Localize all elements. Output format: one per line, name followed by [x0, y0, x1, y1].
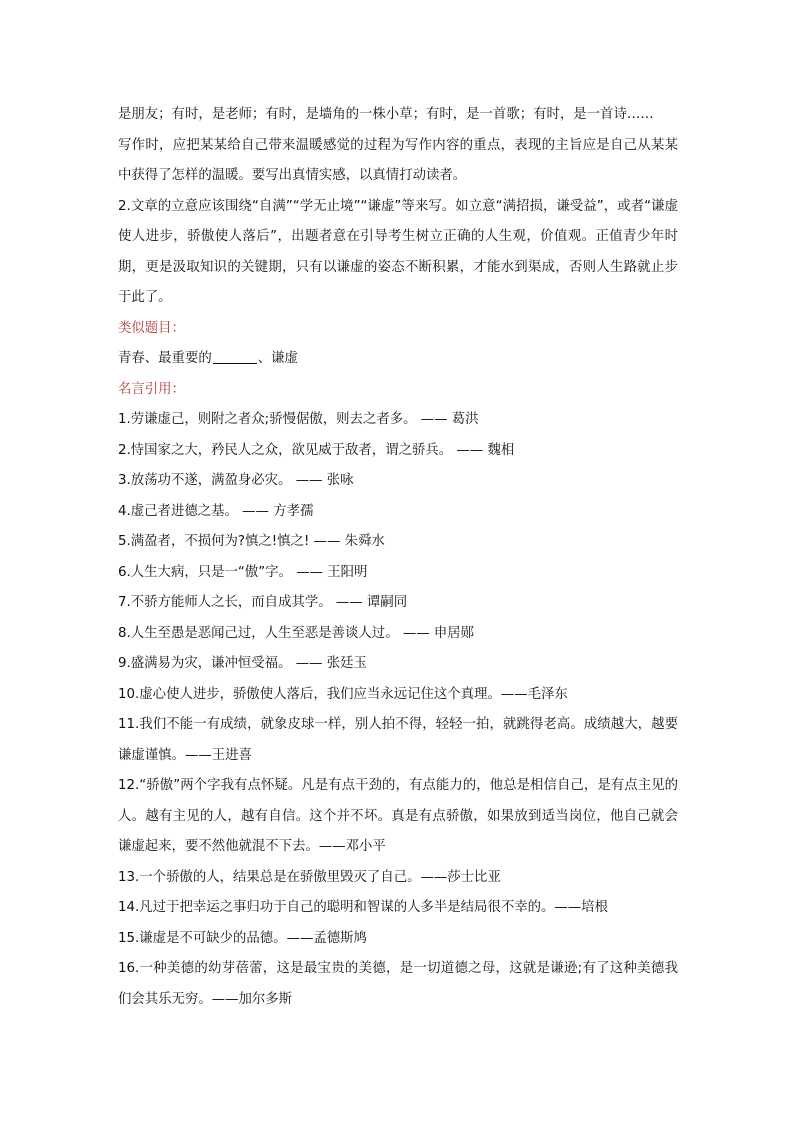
quote-item: 16.一种美德的幼芽蓓蕾，这是最宝贵的美德，是一切道德之母，这就是谦逊;有了这种美德我们会其乐无穷。——加尔多斯	[118, 961, 678, 1007]
quote-item: 8.人生至愚是恶闻己过，人生至恶是善谈人过。 —— 申居郧	[118, 625, 475, 641]
similar-topics-heading: 类似题目：	[118, 320, 185, 336]
quote-item: 12.“骄傲”两个字我有点怀疑。凡是有点干劲的，有点能力的，他总是相信自己，是有点主见的人。越有主见的人，越有自信。这个并不坏。真是有点骄傲，如果放到适当岗位，他自己就会谦虚起来，要不然他就混不下去。——邓小平	[118, 778, 678, 854]
quote-item: 9.盛满易为灾，谦冲恒受福。 —— 张廷玉	[118, 656, 367, 671]
quote-item: 14.凡过于把幸运之事归功于自己的聪明和智谋的人多半是结局很不幸的。——培根	[118, 900, 608, 915]
point-2-paragraph: 2.文章的立意应该围绕“自满”“学无止境”“谦虚”等来写。如立意“满招损，谦受益”，或者“谦虚使人进步，骄傲使人落后”，出题者意在引导考生树立正确的人生观，价值观。正值青少年时期，更是汲取知识的关键期，只有以谦虚的姿态不断积累，才能水到渠成，否则人生路就止步于此了。	[118, 198, 678, 305]
quote-item: 3.放荡功不遂，满盈身必灾。 —— 张咏	[118, 473, 354, 488]
quote-item: 10.虚心使人进步，骄傲使人落后，我们应当永远记住这个真理。——毛泽东	[118, 686, 568, 702]
intro-line-1: 是朋友；有时，是老师；有时，是墙角的一株小草；有时，是一首歌；有时，是一首诗……	[118, 107, 654, 122]
quotes-heading: 名言引用：	[118, 381, 185, 397]
similar-topic-text-before: 青春、最重要的	[118, 351, 212, 366]
similar-topic-text-after: 、谦虚	[257, 351, 298, 366]
quote-item: 4.虚己者进德之基。 —— 方孝孺	[118, 503, 314, 519]
quote-item: 15.谦虚是不可缺少的品德。——孟德斯鸠	[118, 930, 367, 946]
fill-in-blank	[213, 347, 257, 364]
intro-paragraph: 写作时，应把某某给自己带来温暖感觉的过程为写作内容的重点，表现的主旨应是自己从某某中获得了怎样的温暖。要写出真情实感，以真情打动读者。	[118, 137, 678, 183]
quote-item: 1.劳谦虚己，则附之者众;骄慢倨傲，则去之者多。 —— 葛洪	[118, 412, 479, 427]
quote-item: 7.不骄方能师人之长，而自成其学。 —— 谭嗣同	[118, 595, 408, 610]
quote-item: 5.满盈者，不损何为?慎之!慎之! —— 朱舜水	[118, 534, 385, 549]
quote-item: 13.一个骄傲的人，结果总是在骄傲里毁灭了自己。——莎士比亚	[118, 869, 501, 885]
document-body	[118, 100, 678, 1015]
quote-item: 11.我们不能一有成绩，就象皮球一样，别人拍不得，轻轻一拍，就跳得老高。成绩越大，越要谦虚谨慎。——王进喜	[118, 717, 678, 763]
quote-item: 2.恃国家之大，矜民人之众，欲见威于敌者，谓之骄兵。 —— 魏相	[118, 442, 515, 458]
similar-topic-line	[118, 344, 678, 375]
quote-item: 6.人生大病，只是一“傲”字。 —— 王阳明	[118, 564, 368, 580]
